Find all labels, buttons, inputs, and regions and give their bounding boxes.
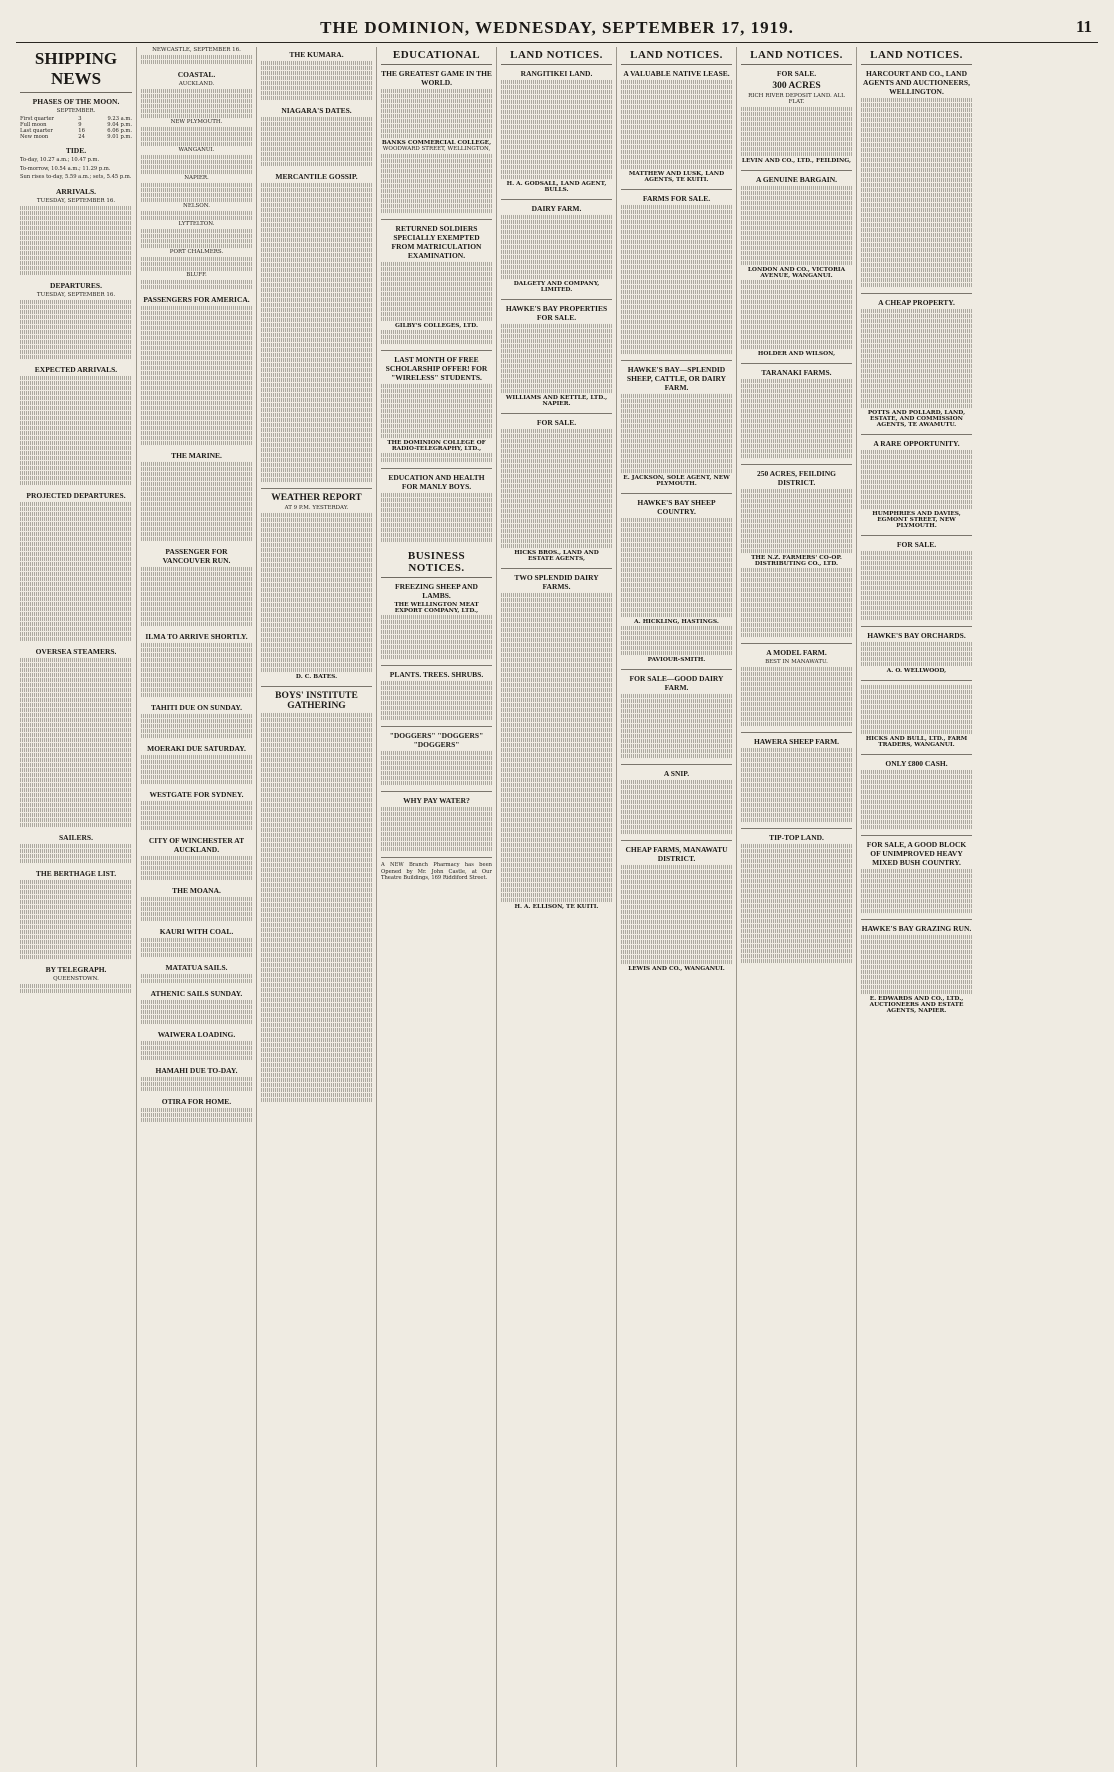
column-land-3	[736, 47, 856, 1767]
educational-heading: EDUCATIONAL	[381, 47, 492, 65]
ad-feilding	[741, 469, 852, 637]
game-title: THE GREATEST GAME IN THE WORLD.	[381, 69, 492, 87]
hicks-bull: HICKS AND BULL, LTD., FARM TRADERS, WANGANUI.	[865, 736, 968, 748]
weather-sub: AT 9 P.M. YESTERDAY.	[284, 505, 349, 511]
ellison: H. A. ELLISON, TE KUITI.	[514, 904, 599, 910]
expected-title: EXPECTED ARRIVALS.	[34, 364, 118, 374]
land-heading-1: LAND NOTICES.	[501, 47, 612, 65]
phase-day: 3	[78, 116, 82, 122]
ad-orchards	[861, 631, 972, 674]
hawkes-bay-title: HAWKE'S BAY PROPERTIES FOR SALE.	[505, 304, 608, 322]
column-land-2	[616, 47, 736, 1767]
godsall-agent: H. A. GODSALL, LAND AGENT, BULLS.	[506, 181, 607, 193]
hicks-bros: HICKS BROS., LAND AND ESTATE AGENTS,	[514, 550, 599, 562]
ad-for-sale	[501, 418, 612, 562]
meat-export: THE WELLINGTON MEAT EXPORT COMPANY, LTD.,	[394, 602, 479, 614]
phase-day: 24	[78, 134, 85, 140]
arrivals-day: TUESDAY, SEPTEMBER 16.	[36, 197, 116, 204]
arrivals-title: ARRIVALS.	[55, 186, 97, 196]
health-title: EDUCATION AND HEALTH FOR MANLY BOYS.	[388, 473, 485, 491]
acres-300: 300 ACRES	[772, 81, 821, 91]
ad-plants	[381, 670, 492, 720]
lyttelton-title: LYTTELTON.	[178, 221, 215, 227]
model-farm-title: A MODEL FARM.	[766, 648, 827, 657]
dairy-sale-title: FOR SALE—GOOD DAIRY FARM.	[629, 674, 724, 692]
gilbys: GILBY'S COLLEGES, LTD.	[394, 323, 479, 329]
ad-hawera	[741, 737, 852, 822]
business-heading: BUSINESS NOTICES.	[381, 548, 492, 578]
only-title: ONLY £800 CASH.	[885, 759, 948, 768]
phase-label: First quarter	[20, 116, 55, 122]
shipping-heading: SHIPPING NEWS	[20, 47, 132, 93]
native-lease-title: A VALUABLE NATIVE LEASE.	[623, 69, 730, 78]
phase-day: 9	[78, 122, 82, 128]
williams-kettle: WILLIAMS AND KETTLE, LTD., NAPIER.	[505, 395, 608, 407]
messages-title: MERCANTILE GOSSIP.	[275, 172, 358, 181]
kumara	[261, 50, 372, 100]
for-sale-title: FOR SALE.	[536, 418, 577, 427]
projected-departures	[20, 491, 132, 641]
ad-splendid	[621, 365, 732, 487]
marine	[141, 451, 252, 541]
phase-time: 6.06 p.m.	[107, 128, 132, 134]
matatua-title: MATATUA SAILS.	[165, 963, 228, 972]
hickling: A. HICKLING, HASTINGS.	[634, 619, 719, 625]
page-number: 11	[1075, 17, 1092, 36]
expected-arrivals	[20, 365, 132, 485]
masthead	[16, 14, 1098, 43]
column-shipping	[16, 47, 136, 1767]
vancouver-title: PASSENGER FOR VANCOUVER RUN.	[162, 547, 231, 565]
for-sale-title-7: FOR SALE.	[776, 69, 817, 78]
ad-farms	[621, 194, 732, 354]
queenstown: QUEENSTOWN.	[53, 975, 99, 982]
column-land-1	[496, 47, 616, 1767]
ad-good-block	[861, 840, 972, 913]
column-shipping-3	[256, 47, 376, 1767]
ad-tip-top	[741, 833, 852, 963]
arrivals	[20, 187, 132, 275]
farms-title: FARMS FOR SALE.	[642, 194, 711, 203]
splendid-title: HAWKE'S BAY—SPLENDID SHEEP, CATTLE, OR DAIRY FARM.	[626, 365, 727, 392]
newcastle	[141, 47, 252, 64]
departures-title: DEPARTURES.	[50, 280, 102, 290]
column-educational	[376, 47, 496, 1767]
tip-top-title: TIP-TOP LAND.	[769, 833, 824, 842]
harcourt-title: HARCOURT AND CO., LAND AGENTS AND AUCTIONEERS, WELLINGTON.	[863, 69, 970, 96]
phase-label: Full moon	[20, 122, 47, 128]
ad-harcourt	[861, 69, 972, 287]
otira	[141, 1097, 252, 1122]
humphries: HUMPHRIES AND DAVIES, EGMONT STREET, NEW PLYMOUTH.	[872, 511, 961, 529]
edwards: E. EDWARDS AND CO., LTD., AUCTIONEERS AND ESTATE AGENTS, NAPIER.	[869, 996, 964, 1014]
tahiti	[141, 703, 252, 738]
weather-title: WEATHER REPORT	[271, 493, 362, 503]
moeraki	[141, 744, 252, 784]
ad-rangitikei	[501, 69, 612, 193]
phase-time: 9.01 p.m.	[107, 134, 132, 140]
phase-label: Last quarter	[20, 128, 53, 134]
grazing-title: HAWKE'S BAY GRAZING RUN.	[861, 924, 972, 933]
kumara-title: THE KUMARA.	[289, 50, 344, 59]
ad-river-land	[741, 69, 852, 164]
column-land-4	[856, 47, 976, 1767]
by-telegraph	[20, 965, 132, 993]
ad-dairy-sale	[621, 674, 732, 758]
sailers	[20, 833, 132, 863]
ad-cheap-farms	[621, 845, 732, 972]
marine-title: THE MARINE.	[171, 451, 222, 460]
ad-wireless	[381, 355, 492, 462]
passengers	[141, 295, 252, 445]
westgate-title: WESTGATE FOR SYDNEY.	[149, 790, 244, 799]
cheap-farms-title: CHEAP FARMS, MANAWATU DISTRICT.	[625, 845, 728, 863]
phase-time: 9.04 p.m.	[107, 122, 132, 128]
ad-dairy	[501, 204, 612, 293]
port-chalmers-title: PORT CHALMERS.	[169, 249, 224, 255]
telegraph-title: BY TELEGRAPH.	[45, 964, 107, 974]
moon-phases-table	[20, 116, 132, 140]
nelson-title: NELSON.	[183, 203, 210, 209]
boys-institute	[261, 691, 372, 1102]
boys-title: BOYS' INSTITUTE GATHERING	[275, 691, 358, 711]
athenic	[141, 989, 252, 1024]
masthead-title: THE DOMINION, WEDNESDAY, SEPTEMBER 17, 1919.	[320, 18, 794, 37]
feilding-title: 250 ACRES, FEILDING DISTRICT.	[757, 469, 836, 487]
lewis-co: LEWIS AND CO., WANGANUI.	[628, 966, 725, 972]
moana	[141, 886, 252, 921]
ad-freezing	[381, 582, 492, 659]
athenic-title: ATHENIC SAILS SUNDAY.	[150, 989, 243, 998]
oversea-steamers	[20, 647, 132, 827]
overseas-title: OVERSEA STEAMERS.	[35, 646, 117, 656]
land-heading-3: LAND NOTICES.	[741, 47, 852, 65]
rangitikei-title: RANGITIKEI LAND.	[520, 69, 593, 78]
land-heading-2: LAND NOTICES.	[621, 47, 732, 65]
ad-taranaki	[741, 368, 852, 458]
paviour-smith: PAVIOUR-SMITH.	[647, 657, 706, 663]
land-heading-4: LAND NOTICES.	[861, 47, 972, 65]
mercantile-gossip	[261, 172, 372, 482]
ad-grazing	[861, 924, 972, 1014]
table-row	[20, 134, 132, 140]
ilma-title: ILMA TO ARRIVE SHORTLY.	[145, 632, 248, 641]
tide-line: To-morrow, 10.54 a.m.; 11.29 p.m.	[20, 165, 111, 172]
coastal-title: COASTAL.	[177, 70, 216, 79]
ilma	[141, 632, 252, 697]
hawera-title: HAWERA SHEEP FARM.	[753, 737, 840, 746]
bluff-title: BLUFF.	[186, 272, 207, 278]
freezing-title: FREEZING SHEEP AND LAMBS.	[395, 582, 478, 600]
phase-day: 16	[78, 128, 85, 134]
banks-college: BANKS COMMERCIAL COLLEGE,	[381, 140, 492, 146]
london-co: LONDON AND CO., VICTORIA AVENUE, WANGANUI.	[747, 267, 846, 279]
ad-water	[381, 796, 492, 851]
returned-title: RETURNED SOLDIERS SPECIALLY EXEMPTED FROM MATRICULATION EXAMINATION.	[391, 224, 482, 260]
ad-bargain	[741, 175, 852, 357]
ad-hawkes-bay-sheep	[621, 498, 732, 663]
ad-doggers	[381, 731, 492, 785]
column-shipping-2	[136, 47, 256, 1767]
hamahi-title: HAMAHI DUE TO-DAY.	[155, 1066, 238, 1075]
ad-only	[861, 759, 972, 829]
weather-report	[261, 493, 372, 680]
taranaki-title: TARANAKI FARMS.	[761, 368, 832, 377]
new-plymouth-title: NEW PLYMOUTH.	[170, 119, 223, 125]
dairy-title: DAIRY FARM.	[531, 204, 582, 213]
cheap-property-title: A CHEAP PROPERTY.	[878, 298, 955, 307]
dalgety: DALGETY AND COMPANY, LIMITED.	[513, 281, 600, 293]
ad-rare	[861, 439, 972, 529]
departures	[20, 281, 132, 359]
ad-snip	[621, 769, 732, 834]
chemist-text: A NEW Branch Pharmacy has been Opened by Mr. John Castle, at Our Theatre Buildings, 169 Riddiford Street.	[381, 862, 492, 881]
coastal	[141, 70, 252, 289]
holder-wilson: HOLDER AND WILSON,	[757, 351, 836, 357]
last-month: LAST MONTH OF FREE SCHOLARSHIP OFFER! FOR "WIRELESS" STUDENTS.	[385, 355, 488, 382]
banks-address: WOODWARD STREET, WELLINGTON,	[382, 146, 491, 152]
niagara-title: NIAGARA'S DATES.	[281, 106, 352, 115]
tahiti-title: TAHITI DUE ON SUNDAY.	[151, 703, 242, 712]
auckland-title: AUCKLAND.	[178, 81, 215, 87]
tide-title: TIDE.	[65, 146, 87, 155]
dominion-college: THE DOMINION COLLEGE OF RADIO-TELEGRAPHY, LTD.,	[387, 440, 486, 452]
matatua	[141, 963, 252, 983]
ad-cheap-property	[861, 298, 972, 428]
matthew-lusk: MATTHEW AND LUSK, LAND AGENTS, TE KUITI.	[628, 171, 725, 183]
ad-splendid-dairy	[501, 573, 612, 910]
moeraki-title: MOERAKI DUE SATURDAY.	[147, 744, 246, 753]
orchards-title: HAWKE'S BAY ORCHARDS.	[867, 631, 966, 640]
westgate	[141, 790, 252, 830]
otira-title: OTIRA FOR HOME.	[161, 1097, 232, 1106]
rare-title: A RARE OPPORTUNITY.	[873, 439, 960, 448]
passengers-title: PASSENGERS FOR AMERICA.	[143, 295, 250, 304]
splendid-dairy-title: TWO SPLENDID DAIRY FARMS.	[514, 573, 599, 591]
wanganui-title: WANGANUI.	[178, 147, 215, 153]
tide-line: To-day, 10.27 a.m.; 10.47 p.m.	[20, 157, 100, 163]
wellwood: A. O. WELLWOOD,	[886, 668, 947, 674]
ad-hawkes-bay	[501, 304, 612, 407]
bargain-title: A GENUINE BARGAIN.	[755, 175, 838, 184]
plants-title: PLANTS. TREES. SHRUBS.	[389, 670, 484, 679]
departures-day: TUESDAY, SEPTEMBER 16.	[36, 291, 116, 298]
weather-sign: D. C. BATES.	[295, 674, 338, 680]
ad-returned-soldiers	[381, 224, 492, 344]
columns	[16, 47, 1098, 1767]
ad-for-sale-8	[861, 540, 972, 620]
ad-chemist	[381, 862, 492, 882]
for-sale-title-8: FOR SALE.	[896, 540, 937, 549]
moon-phases	[20, 97, 132, 140]
ad-hicks-bull	[861, 685, 972, 748]
hawkes-bay-sheep-title: HAWKE'S BAY SHEEP COUNTRY.	[637, 498, 716, 516]
moon-phases-month: SEPTEMBER.	[56, 108, 96, 114]
winchester-title: CITY OF WINCHESTER AT AUCKLAND.	[148, 836, 245, 854]
manawatu-title: BEST IN MANAWATU.	[765, 659, 828, 665]
jackson: E. JACKSON, SOLE AGENT, NEW PLYMOUTH.	[623, 475, 730, 487]
waiwera	[141, 1030, 252, 1060]
vancouver	[141, 547, 252, 626]
river-title: RICH RIVER DEPOSIT LAND. ALL FLAT.	[748, 93, 845, 105]
sun-line: Sun rises to-day, 5.59 a.m.; sets, 5.45 p.m.	[20, 174, 132, 180]
potts-pollard: POTTS AND POLLARD, LAND, ESTATE, AND COMMISSION AGENTS, TE AWAMUTU.	[867, 410, 966, 428]
tide	[20, 146, 132, 181]
ad-native-lease	[621, 69, 732, 183]
phase-time: 9.23 a.m.	[107, 116, 132, 122]
snip-title: A SNIP.	[663, 769, 690, 778]
berthage-list	[20, 869, 132, 959]
moon-phases-title: PHASES OF THE MOON.	[32, 97, 120, 106]
newcastle-title: NEWCASTLE, SEPTEMBER 16.	[152, 47, 241, 53]
ad-model-farm	[741, 648, 852, 726]
kauri-title: KAURI WITH COAL.	[159, 927, 234, 936]
nz-farmers: THE N.Z. FARMERS' CO-OP. DISTRIBUTING CO., LTD.	[751, 555, 842, 567]
levin-co: LEVIN AND CO., LTD., FEILDING,	[741, 158, 852, 164]
doggers-title: "DOGGERS" "DOGGERS" "DOGGERS"	[389, 731, 484, 749]
kauri	[141, 927, 252, 957]
waiwera-title: WAIWERA LOADING.	[157, 1030, 236, 1039]
ad-health	[381, 473, 492, 542]
projected-title: PROJECTED DEPARTURES.	[26, 490, 126, 500]
sailers-title: SAILERS.	[59, 832, 93, 842]
pay-water-title: WHY PAY WATER?	[403, 796, 470, 805]
berthage-title: THE BERTHAGE LIST.	[35, 868, 117, 878]
good-block-title: FOR SALE, A GOOD BLOCK OF UNIMPROVED HEAVY MIXED BUSH COUNTRY.	[866, 840, 967, 867]
moana-title: THE MOANA.	[172, 886, 221, 895]
ad-banks-college	[381, 69, 492, 213]
niagara	[261, 106, 372, 166]
hamahi	[141, 1066, 252, 1091]
phase-label: New moon	[20, 134, 49, 140]
winchester	[141, 836, 252, 880]
napier-title: NAPIER.	[184, 175, 209, 181]
